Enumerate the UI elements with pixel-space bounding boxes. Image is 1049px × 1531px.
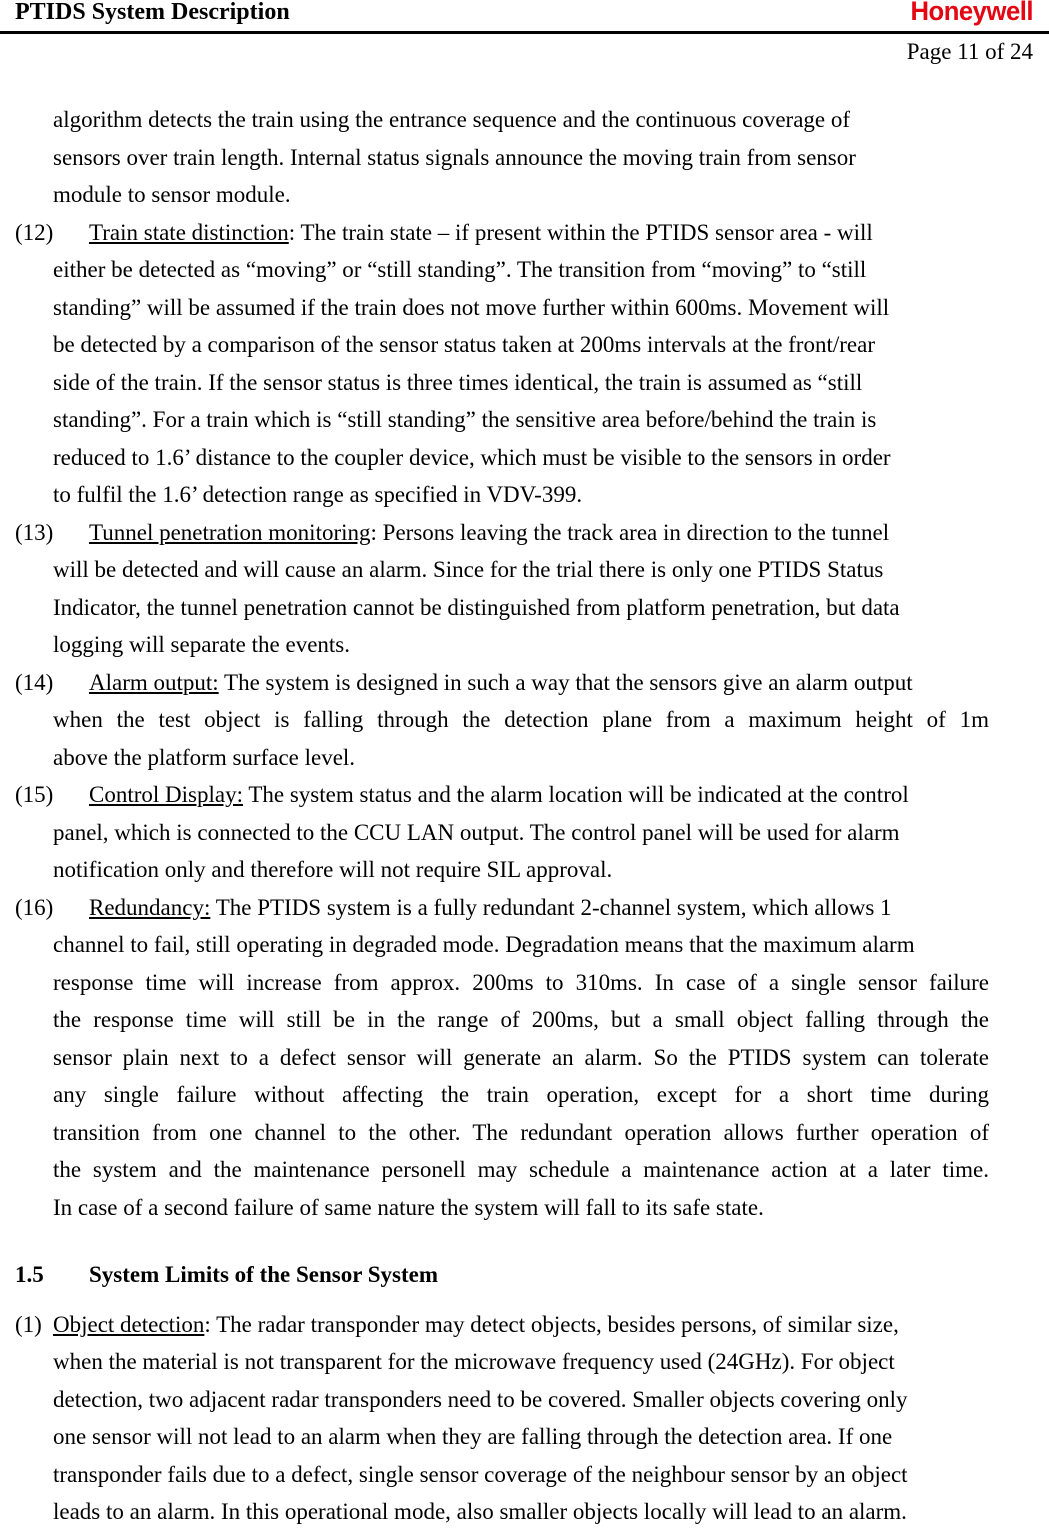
list-item-title: Control Display:: [89, 782, 243, 807]
list-item-title: Alarm output:: [89, 669, 219, 695]
text-line: above the platform surface level.: [53, 744, 356, 770]
text-line: to fulfil the 1.6’ detection range as specified in VDV-399.: [53, 482, 583, 507]
list-item-title: Redundancy:: [89, 894, 211, 920]
page-number: Page 11 of 24: [906, 39, 1033, 64]
list-item-number: (16): [15, 894, 54, 920]
text-line: the system and the maintenance personell may schedule a maintenance action at a later time.: [53, 1157, 989, 1182]
text-line: one sensor will not lead to an alarm when they are falling through the detection area. If one: [53, 1424, 893, 1449]
honeywell-logo: Honeywell: [910, 0, 1033, 26]
text-line: side of the train. If the sensor status is three times identical, the train is assumed as “still: [53, 369, 863, 395]
text-line: detection, two adjacent radar transponders need to be covered. Smaller objects covering only: [53, 1386, 908, 1412]
text-line: sensors over train length. Internal status signals announce the moving train from sensor: [53, 144, 856, 170]
list-item-title: Train state distinction: [89, 219, 289, 245]
list-item-text: The system status and the alarm location will be indicated at the control: [242, 782, 909, 807]
text-line: standing” will be assumed if the train does not move further within 600ms. Movement will: [53, 294, 890, 320]
list-item-text: The system is designed in such a way that the sensors give an alarm output: [218, 669, 913, 695]
list-item-number: (1): [15, 1311, 42, 1337]
text-line: algorithm detects the train using the entrance sequence and the continuous coverage of: [53, 107, 851, 132]
text-line: will be detected and will cause an alarm. Since for the trial there is only one PTIDS Status: [53, 557, 884, 582]
section-number: 1.5: [15, 1262, 44, 1287]
list-item-text: : The train state – if present within the PTIDS sensor area - will: [288, 219, 873, 245]
text-line: sensor plain next to a defect sensor will generate an alarm. So the PTIDS system can tolerate: [53, 1044, 989, 1070]
list-item-first-line: [0, 1306, 989, 1344]
text-line: be detected by a comparison of the sensor status taken at 200ms intervals at the front/rear: [53, 332, 875, 357]
text-line: channel to fail, still operating in degraded mode. Degradation means that the maximum alarm: [53, 932, 915, 957]
section-title: System Limits of the Sensor System: [89, 1262, 439, 1287]
list-item-number: (14): [15, 669, 54, 695]
text-line: leads to an alarm. In this operational mode, also smaller objects locally will lead to an alarm.: [53, 1499, 907, 1524]
list-item-number: (13): [15, 519, 54, 545]
text-line: reduced to 1.6’ distance to the coupler device, which must be visible to the sensors in order: [53, 444, 891, 470]
list-item-text: : The radar transponder may detect objects, besides persons, of similar size,: [204, 1311, 899, 1337]
list-item-first-line: [0, 776, 989, 814]
list-item-first-line: [0, 889, 989, 927]
list-item-first-line: [0, 214, 989, 252]
list-item-title: Object detection: [53, 1311, 205, 1337]
text-line: standing”. For a train which is “still standing” the sensitive area before/behind the train is: [53, 407, 877, 432]
header-divider: [0, 31, 1049, 34]
text-line: transition from one channel to the other. The redundant operation allows further operation of: [53, 1119, 989, 1145]
list-item-number: (12): [15, 219, 54, 245]
text-line: response time will increase from approx. 200ms to 310ms. In case of a single sensor failure: [53, 969, 989, 995]
list-item-title: Tunnel penetration monitoring: [89, 519, 371, 545]
text-line: module to sensor module.: [53, 182, 291, 207]
text-line: any single failure without affecting the train operation, except for a short time during: [53, 1082, 989, 1107]
text-line: either be detected as “moving” or “still standing”. The transition from “moving” to “still: [53, 257, 867, 282]
document-title: PTIDS System Description: [15, 0, 290, 25]
list-item-first-line: [0, 664, 989, 702]
text-line: when the material is not transparent for the microwave frequency used (24GHz). For object: [53, 1349, 895, 1374]
document-body: [0, 101, 1049, 1531]
section-heading: [0, 1256, 1049, 1294]
list-item-first-line: [0, 514, 989, 552]
list-item-text: : Persons leaving the track area in direction to the tunnel: [370, 519, 890, 545]
text-line: panel, which is connected to the CCU LAN output. The control panel will be used for alarm: [53, 819, 900, 845]
text-line: notification only and therefore will not require SIL approval.: [53, 857, 613, 882]
text-line: transponder fails due to a defect, single sensor coverage of the neighbour sensor by an object: [53, 1461, 908, 1487]
text-line: In case of a second failure of same nature the system will fall to its safe state.: [53, 1194, 764, 1220]
text-line: the response time will still be in the range of 200ms, but a small object falling through the: [53, 1007, 989, 1032]
text-line: Indicator, the tunnel penetration cannot be distinguished from platform penetration, but data: [53, 594, 900, 620]
text-line: when the test object is falling through the detection plane from a maximum height of 1m: [53, 707, 989, 732]
list-item-text: The PTIDS system is a fully redundant 2-channel system, which allows 1: [210, 894, 892, 920]
list-item-number: (15): [15, 782, 54, 807]
text-line: logging will separate the events.: [53, 632, 351, 657]
